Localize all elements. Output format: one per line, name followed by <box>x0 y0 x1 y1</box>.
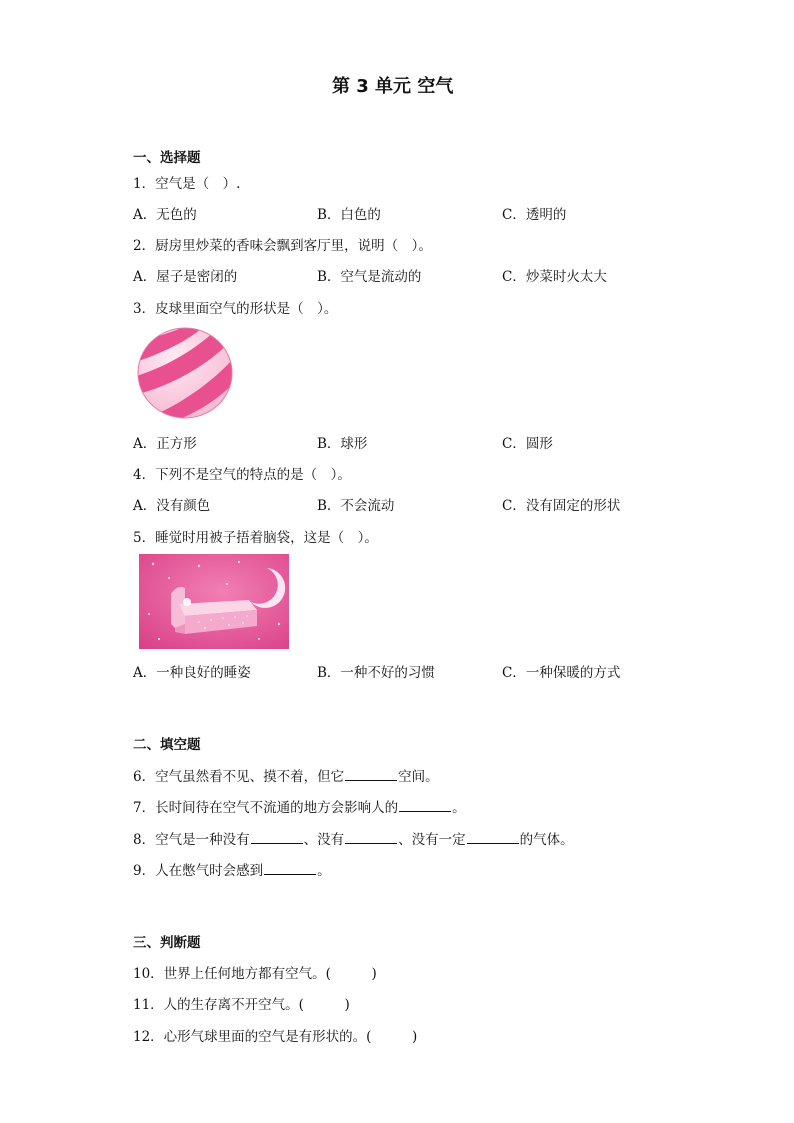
section-heading-choice: 一、选择题 <box>133 150 201 166</box>
page-title: 第 3 单元 空气 <box>332 76 454 97</box>
q8-text-4: 的气体。 <box>519 832 574 848</box>
q8-blank-2[interactable] <box>345 831 397 844</box>
q7-text-1: 7．长时间待在空气不流通的地方会影响人的 <box>133 800 399 816</box>
q3-option-b: B．球形 <box>317 436 368 452</box>
q6-text-1: 6．空气虽然看不见、摸不着，但它 <box>133 769 345 785</box>
q9-text-2: 。 <box>317 863 331 879</box>
q5-option-b: B．一种不好的习惯 <box>317 665 435 681</box>
q5-option-c: C．一种保暖的方式 <box>502 665 621 681</box>
q8-text-1: 8．空气是一种没有 <box>133 832 250 848</box>
q3-option-c: C．圆形 <box>502 436 553 452</box>
question-12: 12．心形气球里面的空气是有形状的。( ) <box>133 1029 418 1045</box>
question-10: 10．世界上任何地方都有空气。( ) <box>133 966 377 982</box>
q7-text-2: 。 <box>452 800 466 816</box>
question-4: 4．下列不是空气的特点的是（ ）。 <box>133 467 351 483</box>
q4-option-b: B．不会流动 <box>317 498 395 514</box>
striped-ball-image <box>135 326 235 420</box>
question-6 <box>133 765 439 785</box>
question-2: 2．厨房里炒菜的香味会飘到客厅里，说明（ ）。 <box>133 238 432 254</box>
q6-text-2: 空间。 <box>398 769 439 785</box>
bed-night-image <box>139 554 289 649</box>
question-5: 5．睡觉时用被子捂着脑袋，这是（ ）。 <box>133 530 378 546</box>
q1-option-c: C．透明的 <box>502 207 567 223</box>
q2-option-b: B．空气是流动的 <box>317 269 422 285</box>
q4-option-c: C．没有固定的形状 <box>502 498 621 514</box>
q7-blank[interactable] <box>399 799 451 812</box>
question-8 <box>133 828 574 848</box>
q1-option-b: B．白色的 <box>317 207 381 223</box>
question-9 <box>133 859 331 879</box>
q9-blank[interactable] <box>264 862 316 875</box>
question-11: 11．人的生存离不开空气。( ) <box>133 997 350 1013</box>
question-7 <box>133 796 466 816</box>
q4-option-a: A．没有颜色 <box>133 498 211 514</box>
q1-option-a: A．无色的 <box>133 207 197 223</box>
q2-option-a: A．屋子是密闭的 <box>133 269 238 285</box>
question-1: 1．空气是（ ）. <box>133 176 241 192</box>
question-3: 3．皮球里面空气的形状是（ ）。 <box>133 301 338 317</box>
q3-option-a: A．正方形 <box>133 436 197 452</box>
q8-blank-1[interactable] <box>251 831 303 844</box>
q6-blank[interactable] <box>345 768 397 781</box>
q8-text-3: 、没有一定 <box>398 832 466 848</box>
q8-text-2: 、没有 <box>303 832 345 848</box>
section-heading-fill: 二、填空题 <box>133 737 201 753</box>
q2-option-c: C．炒菜时火太大 <box>502 269 607 285</box>
q5-option-a: A．一种良好的睡姿 <box>133 665 251 681</box>
q9-text-1: 9．人在憋气时会感到 <box>133 863 264 879</box>
q8-blank-3[interactable] <box>467 831 519 844</box>
section-heading-judge: 三、判断题 <box>133 935 201 951</box>
